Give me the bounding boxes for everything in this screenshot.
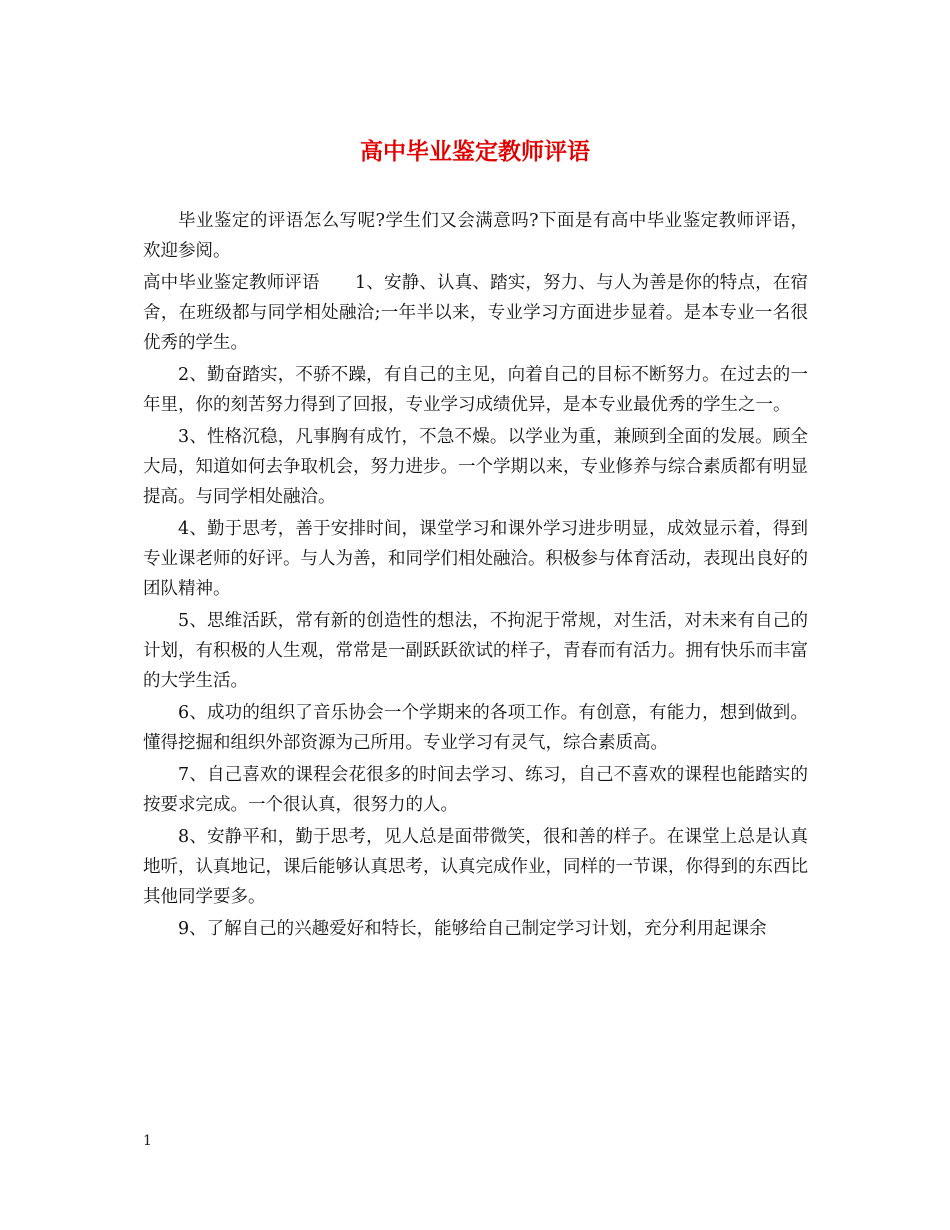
paragraph-comment-6: 6、成功的组织了音乐协会一个学期来的各项工作。有创意，有能力，想到做到。懂得挖掘和组织外部资源为己所用。专业学习有灵气，综合素质高。	[143, 703, 808, 753]
paragraph-comment-1: 高中毕业鉴定教师评语 1、安静、认真、踏实，努力、与人为善是你的特点，在宿舍，在班级都与同学相处融洽;一年半以来，专业学习方面进步显着。是本专业一名很优秀的学生。	[143, 273, 808, 353]
document-body	[143, 206, 808, 946]
paragraph-comment-8: 8、安静平和，勤于思考，见人总是面带微笑，很和善的样子。在课堂上总是认真地听，认真地记，课后能够认真思考，认真完成作业，同样的一节课，你得到的东西比其他同学要多。	[143, 827, 808, 907]
paragraph-comment-7: 7、自己喜欢的课程会花很多的时间去学习、练习，自己不喜欢的课程也能踏实的按要求完成。一个很认真，很努力的人。	[143, 765, 808, 815]
paragraph-comment-3: 3、性格沉稳，凡事胸有成竹，不急不燥。以学业为重，兼顾到全面的发展。顾全大局，知道如何去争取机会，努力进步。一个学期以来，专业修养与综合素质都有明显提高。与同学相处融洽。	[143, 427, 808, 507]
paragraph-intro: 毕业鉴定的评语怎么写呢?学生们又会满意吗?下面是有高中毕业鉴定教师评语，欢迎参阅。	[143, 211, 808, 261]
paragraph-comment-9: 9、了解自己的兴趣爱好和特长，能够给自己制定学习计划，充分利用起课余	[178, 919, 767, 939]
paragraph-comment-5: 5、思维活跃，常有新的创造性的想法，不拘泥于常规，对生活，对未来有自己的计划，有积极的人生观，常常是一副跃跃欲试的样子，青春而有活力。拥有快乐而丰富的大学生活。	[143, 611, 808, 691]
paragraph-comment-4: 4、勤于思考，善于安排时间，课堂学习和课外学习进步明显，成效显示着，得到专业课老师的好评。与人为善，和同学们相处融洽。积极参与体育活动，表现出良好的团队精神。	[143, 519, 808, 599]
page-number: 1	[143, 1133, 152, 1149]
document-title: 高中毕业鉴定教师评语	[360, 138, 590, 165]
paragraph-comment-2: 2、勤奋踏实，不骄不躁，有自己的主见，向着自己的目标不断努力。在过去的一年里，你的刻苦努力得到了回报，专业学习成绩优异，是本专业最优秀的学生之一。	[143, 365, 808, 415]
